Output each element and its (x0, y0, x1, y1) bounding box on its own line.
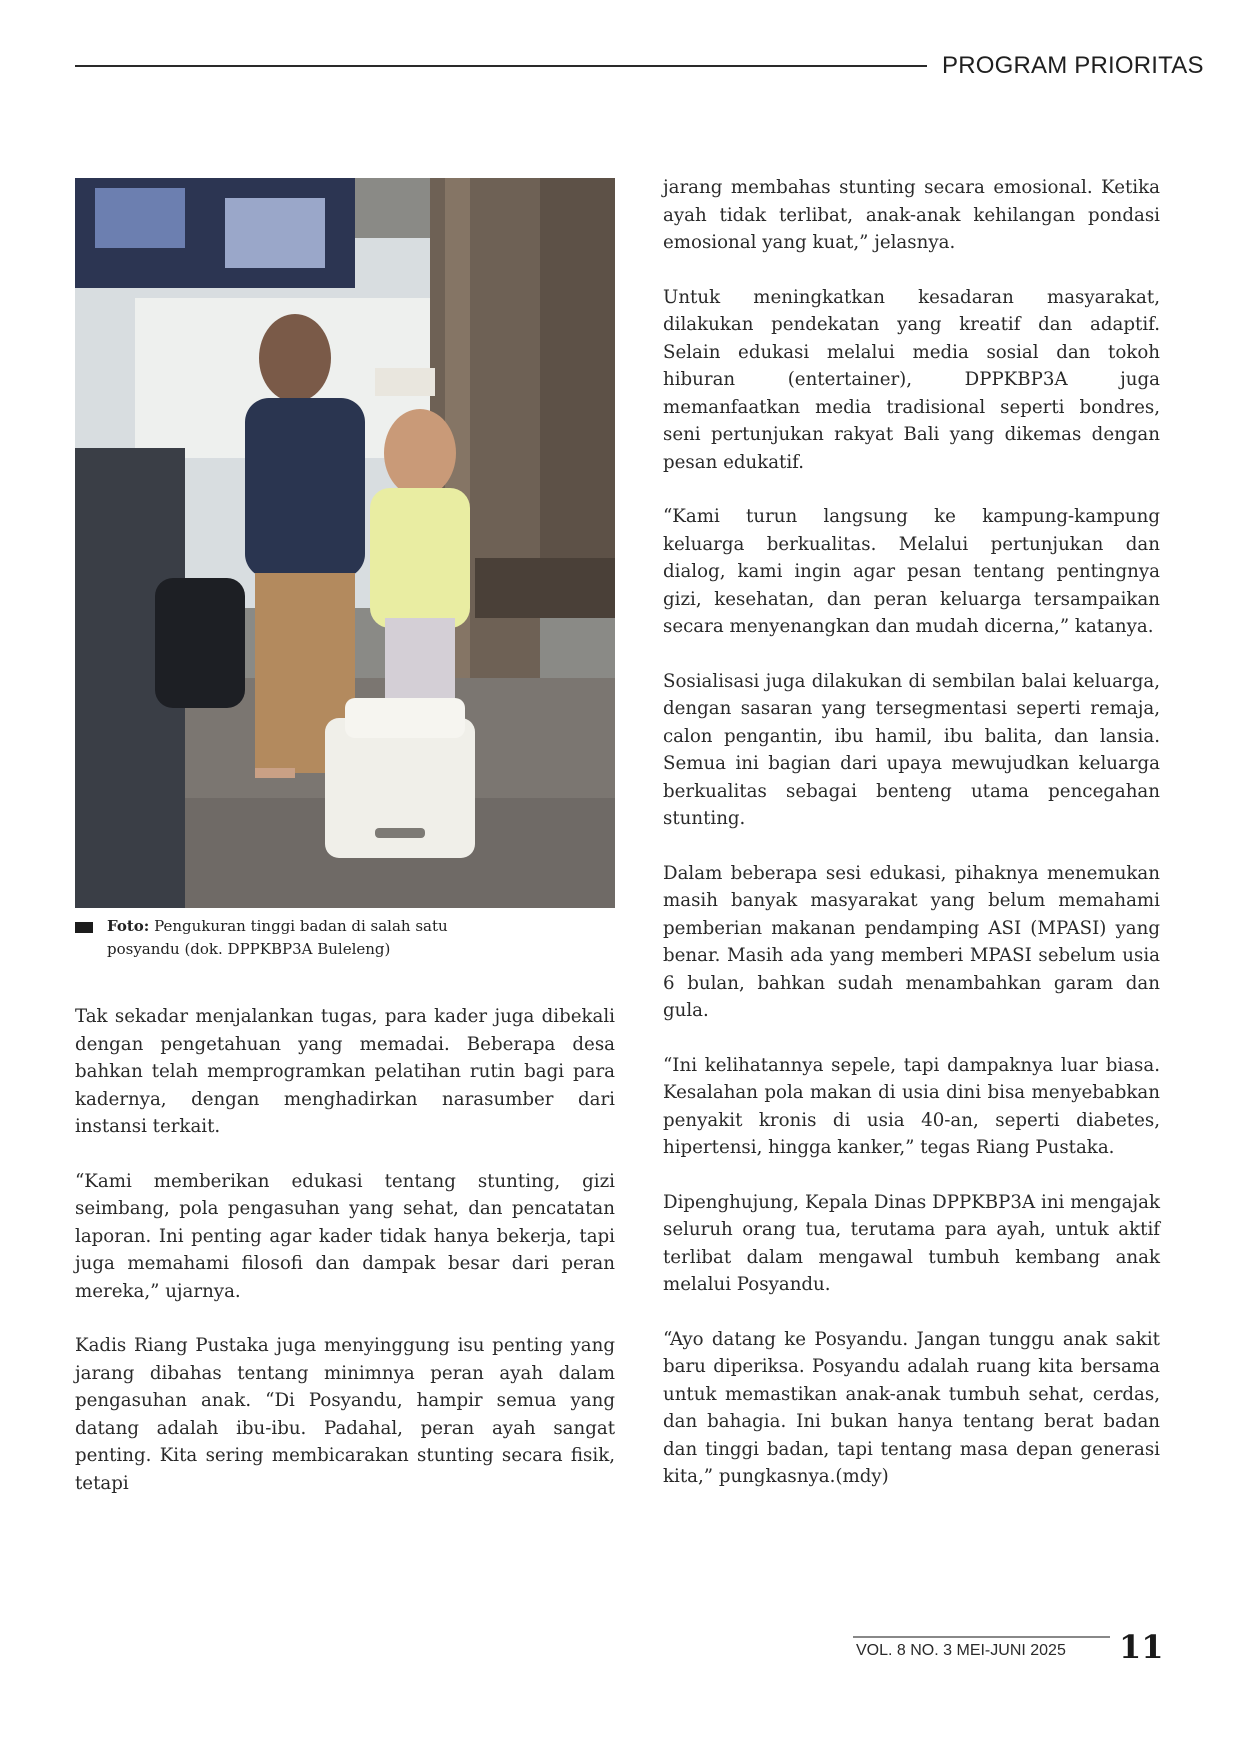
caption-text-line1: Pengukuran tinggi badan di salah satu (154, 917, 448, 935)
left-column (75, 1003, 615, 1524)
caption-text-line2: posyandu (dok. DPPKBP3A Buleleng) (107, 940, 391, 958)
footer-rule (853, 1636, 1110, 1638)
paragraph: Kadis Riang Pustaka juga menyinggung isu penting yang jarang dibahas tentang minimnya peran ayah dalam pengasuhan anak. “Di Posyandu, hampir semua yang datang adalah ibu-ibu. Padahal, peran ayah sangat penting. Kita sering membicarakan stunting secara fisik, tetapi (75, 1335, 615, 1494)
page-number: 11 (1119, 1628, 1164, 1666)
paragraph: “Ini kelihatannya sepele, tapi dampaknya luar biasa. Kesalahan pola makan di usia dini bisa menyebabkan penyakit kronis di usia 40-an, seperti diabetes, hipertensi, hingga kanker,” tegas Riang Pustaka. (663, 1054, 1160, 1158)
paragraph: “Ayo datang ke Posyandu. Jangan tunggu anak sakit baru diperiksa. Posyandu adalah ruang kita bersama untuk memastikan anak-anak tumbuh sehat, cerdas, dan bahagia. Ini bukan hanya tentang berat badan dan tinggi badan, tapi tentang masa depan generasi kita,” pungkasnya.(mdy) (663, 1328, 1160, 1487)
section-label: PROGRAM PRIORITAS (942, 52, 1204, 79)
paragraph: Tak sekadar menjalankan tugas, para kader juga dibekali dengan pengetahuan yang memadai. Beberapa desa bahkan telah memprogramkan pelatihan rutin bagi para kadernya, dengan menghadirkan narasumber dari instansi terkait. (75, 1006, 615, 1137)
paragraph: Dipenghujung, Kepala Dinas DPPKBP3A ini mengajak seluruh orang tua, terutama para ayah, untuk aktif terlibat dalam mengawal tumbuh kembang anak melalui Posyandu. (663, 1191, 1160, 1295)
paragraph: Dalam beberapa sesi edukasi, pihaknya menemukan masih banyak masyarakat yang belum memahami pemberian makanan pendamping ASI (MPASI) yang benar. Masih ada yang memberi MPASI sebelum usia 6 bulan, bahkan sudah menambahkan garam dan gula. (663, 862, 1160, 1021)
paragraph: jarang membahas stunting secara emosional. Ketika ayah tidak terlibat, anak-anak kehilangan pondasi emosional yang kuat,” jelasnya. (663, 177, 1160, 253)
caption-marker (75, 922, 93, 933)
right-column (663, 174, 1160, 1518)
photo-caption (107, 915, 577, 961)
paragraph: Sosialisasi juga dilakukan di sembilan balai keluarga, dengan sasaran yang tersegmentasi seperti remaja, calon pengantin, ibu hamil, ibu balita, dan lansia. Semua ini bagian dari upaya mewujudkan keluarga berkualitas sebagai benteng utama pencegahan stunting. (663, 670, 1160, 829)
caption-label: Foto: (107, 917, 150, 935)
photo-illustration (75, 178, 615, 908)
header-rule (75, 65, 927, 67)
paragraph: “Kami turun langsung ke kampung-kampung keluarga berkualitas. Melalui pertunjukan dan dialog, kami ingin agar pesan tentang pentingnya gizi, kesehatan, dan peran keluarga tersampaikan secara menyenangkan dan mudah dicerna,” katanya. (663, 506, 1160, 637)
paragraph: Untuk meningkatkan kesadaran masyarakat, dilakukan pendekatan yang kreatif dan adaptif. Selain edukasi melalui media sosial dan tokoh hiburan (entertainer), DPPKBP3A juga memanfaatkan media tradisional seperti bondres, seni pertunjukan rakyat Bali yang dikemas dengan pesan edukatif. (663, 286, 1160, 473)
paragraph: “Kami memberikan edukasi tentang stunting, gizi seimbang, pola pengasuhan yang sehat, dan pencatatan laporan. Ini penting agar kader tidak hanya bekerja, tapi juga memahami filosofi dan dampak besar dari peran mereka,” ujarnya. (75, 1170, 615, 1302)
article-photo (75, 178, 615, 908)
issue-info: VOL. 8 NO. 3 MEI-JUNI 2025 (856, 1642, 1066, 1659)
